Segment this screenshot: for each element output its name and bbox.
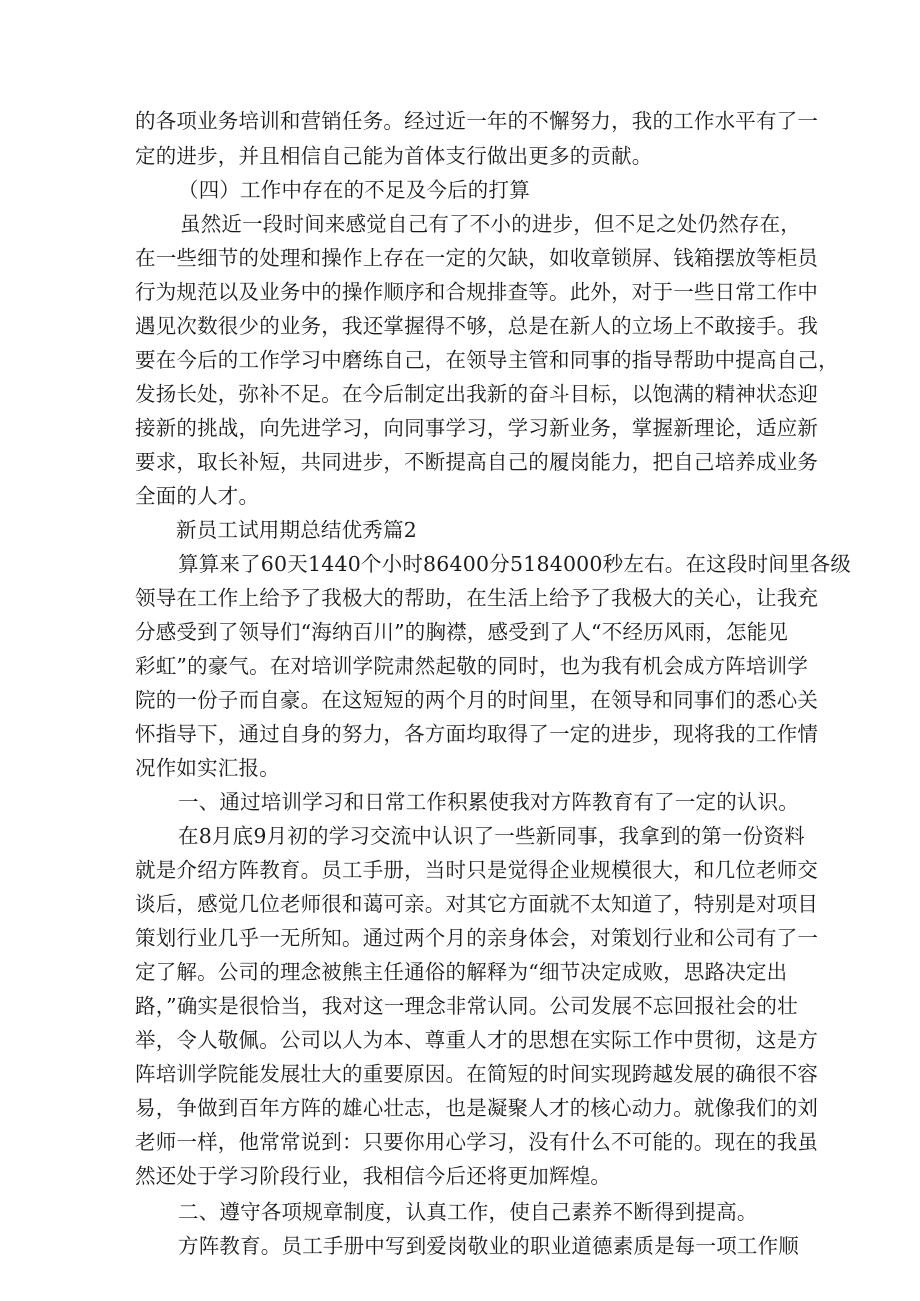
text-line: 举，令人敬佩。公司以人为本、尊重人才的思想在实际工作中贯彻，这是方	[135, 1028, 819, 1052]
text-line: 策划行业几乎一无所知。通过两个月的亲身体会，对策划行业和公司有了一	[135, 926, 819, 950]
text-line: 老师一样，他常常说到：只要你用心学习，没有什么不可能的。现在的我虽	[135, 1130, 819, 1154]
text-line: 虽然近一段时间来感觉自己有了不小的进步，但不足之处仍然存在，	[180, 212, 801, 236]
text-line: 阵培训学院能发展壮大的重要原因。在简短的时间实现跨越发展的确很不容	[135, 1062, 819, 1086]
text-line: 分感受到了领导们“海纳百川”的胸襟，感受到了人“不经历风雨，怎能见	[135, 620, 789, 644]
text-line: 算算来了60天1440个小时86400分5184000秒左右。在这段时间里各级	[178, 552, 852, 576]
text-line: 况作如实汇报。	[135, 756, 280, 780]
text-line: 易，争做到百年方阵的雄心壮志，也是凝聚人才的核心动力。就像我们的刘	[135, 1096, 819, 1120]
text-line: 彩虹”的豪气。在对培训学院肃然起敬的同时，也为我有机会成方阵培训学	[135, 654, 809, 678]
text-line: 遇见次数很少的业务，我还掌握得不够，总是在新人的立场上不敢接手。我	[135, 314, 819, 338]
text-line: 就是介绍方阵教育。员工手册，当时只是觉得企业规模很大，和几位老师交	[135, 858, 819, 882]
section-heading: 二、遵守各项规章制度，认真工作，使自己素养不断得到提高。	[178, 1200, 758, 1224]
text-line: 在8月底9月初的学习交流中认识了一些新同事，我拿到的第一份资料	[178, 824, 805, 848]
text-line: 的各项业务培训和营销任务。经过近一年的不懈努力，我的工作水平有了一	[135, 109, 819, 133]
text-line: 谈后，感觉几位老师很和蔼可亲。对其它方面就不太知道了，特别是对项目	[135, 892, 819, 916]
text-line: 院的一份子而自豪。在这短短的两个月的时间里，在领导和同事们的悉心关	[135, 688, 819, 712]
text-line: 在一些细节的处理和操作上存在一定的欠缺，如收章锁屏、钱箱摆放等柜员	[135, 246, 819, 270]
text-line: 领导在工作上给予了我极大的帮助，在生活上给予了我极大的关心，让我充	[135, 586, 819, 610]
text-line: 发扬长处，弥补不足。在今后制定出我新的奋斗目标，以饱满的精神状态迎	[135, 382, 819, 406]
text-line: 怀指导下，通过自身的努力，各方面均取得了一定的进步，现将我的工作情	[135, 722, 819, 746]
text-line: 方阵教育。员工手册中写到爱岗敬业的职业道德素质是每一项工作顺	[178, 1234, 799, 1258]
text-line: 接新的挑战，向先进学习，向同事学习，学习新业务，掌握新理论，适应新	[135, 416, 819, 440]
text-line: 要在今后的工作学习中磨练自己，在领导主管和同事的指导帮助中提高自己，	[135, 348, 839, 372]
text-line: 路，”确实是很恰当，我对这一理念非常认同。公司发展不忘回报社会的壮	[135, 994, 798, 1018]
text-line: 行为规范以及业务中的操作顺序和合规排查等。此外，对于一些日常工作中	[135, 280, 819, 304]
article-title: 新员工试用期总结优秀篇2	[176, 518, 417, 542]
text-line: 要求，取长补短，共同进步，不断提高自己的履岗能力，把自己培养成业务	[135, 450, 819, 474]
text-line: 定了解。公司的理念被熊主任通俗的解释为“细节决定成败，思路决定出	[135, 960, 788, 984]
text-line: 全面的人才。	[135, 484, 260, 508]
text-line: 定的进步，并且相信自己能为首体支行做出更多的贡献。	[135, 144, 653, 168]
section-heading: （四）工作中存在的不足及今后的打算	[178, 178, 530, 202]
text-line: 然还处于学习阶段行业，我相信今后还将更加辉煌。	[135, 1164, 612, 1188]
section-heading: 一、通过培训学习和日常工作积累使我对方阵教育有了一定的认识。	[178, 790, 799, 814]
